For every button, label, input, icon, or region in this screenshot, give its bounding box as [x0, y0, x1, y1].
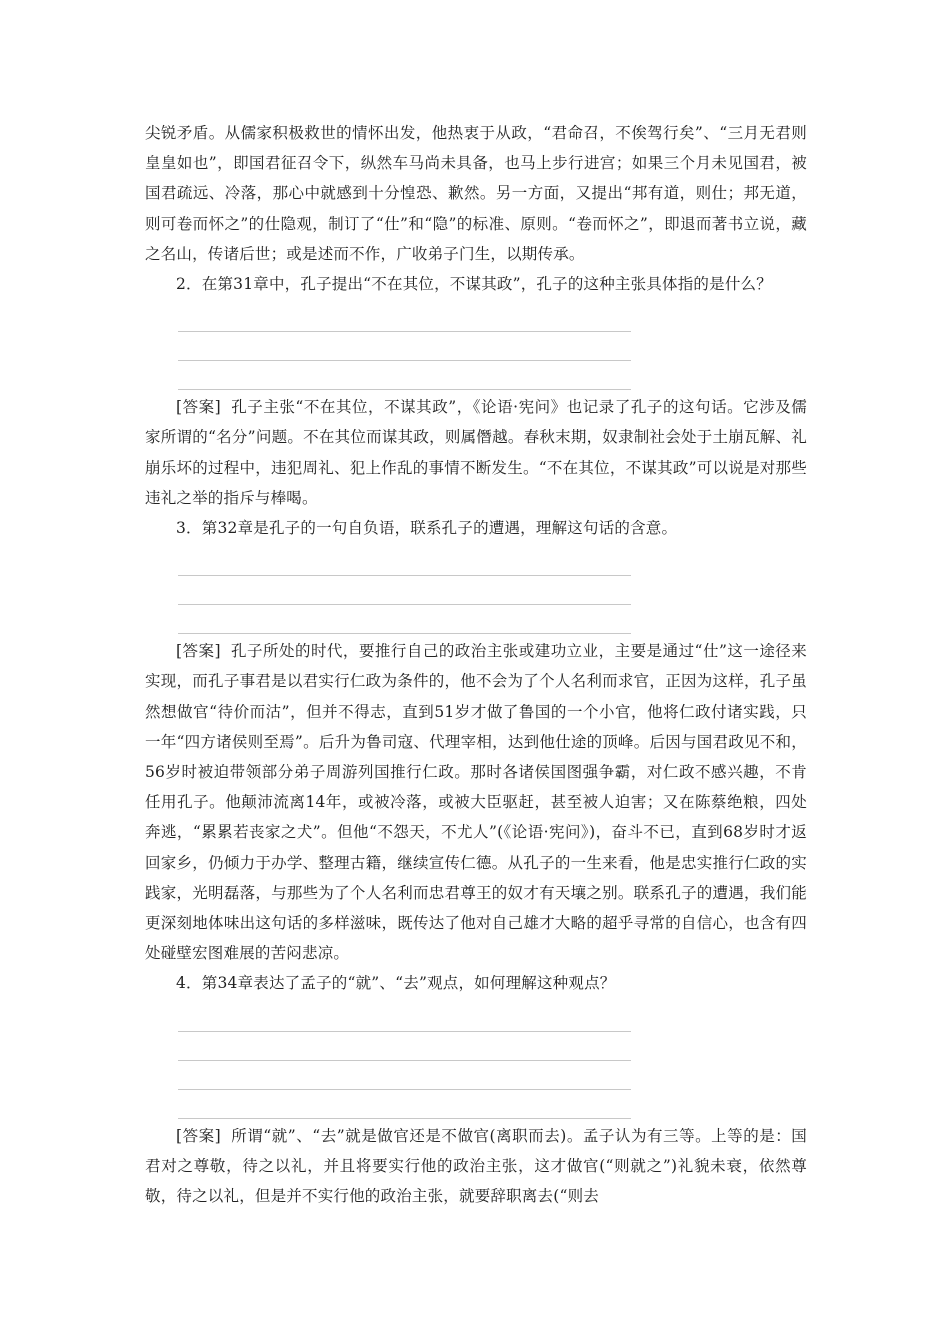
answer-lines-4 — [178, 1003, 807, 1119]
answer-label: [答案] — [176, 642, 221, 661]
answer-blank-line[interactable] — [178, 303, 631, 332]
intro-paragraph: 尖锐矛盾。从儒家积极救世的情怀出发，他热衷于从政，“君命召，不俟驾行矣”、“三月无君则皇皇如也”，即国君征召令下，纵然车马尚未具备，也马上步行进宫；如果三个月未见国君，被国君疏远、冷落，那心中就感到十分惶恐、歉然。另一方面，又提出“邦有道，则仕；邦无道，则可卷而怀之”的仕隐观，制订了“仕”和“隐”的标准、原则。“卷而怀之”，即退而著书立说，藏之名山，传诸后世；或是述而不作，广收弟子门生，以期传承。 — [145, 124, 807, 263]
document-body — [145, 118, 807, 1211]
answer-label: [答案] — [176, 398, 221, 417]
answer-4 — [145, 1121, 807, 1212]
answer-2-text: 孔子主张“不在其位，不谋其政”，《论语·宪问》也记录了孔子的这句话。它涉及儒家所谓的“名分”问题。不在其位而谋其政，则属僭越。春秋末期，奴隶制社会处于土崩瓦解、礼崩乐坏的过程中，违犯周礼、犯上作乱的事情不断发生。“不在其位，不谋其政”可以说是对那些违礼之举的指斥与棒喝。 — [145, 398, 807, 507]
answer-4-text: 所谓“就”、“去”就是做官还是不做官(离职而去)。孟子认为有三等。上等的是：国君对之尊敬，待之以礼，并且将要实行他的政治主张，这才做官(“则就之”)礼貌未衰，依然尊敬，待之以礼，但是并不实行他的政治主张，就要辞职离去(“则去 — [145, 1126, 807, 1206]
answer-2 — [145, 392, 807, 513]
answer-blank-line[interactable] — [178, 605, 631, 634]
answer-blank-line[interactable] — [178, 547, 631, 576]
answer-lines-2 — [178, 303, 807, 390]
answer-blank-line[interactable] — [178, 1032, 631, 1061]
answer-3-text: 孔子所处的时代，要推行自己的政治主张或建功立业，主要是通过“仕”这一途径来实现，而孔子事君是以君实行仁政为条件的，他不会为了个人名利而求官，正因为这样，孔子虽然想做官“待价而沽”，但并不得志，直到51岁才做了鲁国的一个小官，他将仁政付诸实践，只一年“四方诸侯则至焉”。后升为鲁司寇、代理宰相，达到他仕途的顶峰。后因与国君政见不和，56岁时被迫带领部分弟子周游列国推行仁政。那时各诸侯国图强争霸，对仁政不感兴趣，不肯任用孔子。他颠沛流离14年，或被冷落，或被大臣驱赶，甚至被人迫害；又在陈蔡绝粮，四处奔逃，“累累若丧家之犬”。但他“不怨天，不尤人”(《论语·宪问》)，奋斗不已，直到68岁时才返回家乡，仍倾力于办学、整理古籍，继续宣传仁德。从孔子的一生来看，他是忠实推行仁政的实践家，光明磊落，与那些为了个人名利而忠君尊王的奴才有天壤之别。联系孔子的遭遇，我们能更深刻地体味出这句话的多样滋味，既传达了他对自己雄才大略的超乎寻常的自信心，也含有四处碰壁宏图难展的苦闷悲凉。 — [145, 642, 807, 963]
answer-lines-3 — [178, 547, 807, 634]
answer-blank-line[interactable] — [178, 332, 631, 361]
answer-3 — [145, 636, 807, 968]
question-3: 3．第32章是孔子的一句自负语，联系孔子的遭遇，理解这句话的含意。 — [176, 519, 678, 538]
question-2: 2．在第31章中，孔子提出“不在其位，不谋其政”，孔子的这种主张具体指的是什么？ — [176, 275, 772, 294]
answer-blank-line[interactable] — [178, 361, 631, 390]
answer-label: [答案] — [176, 1126, 221, 1145]
answer-blank-line[interactable] — [178, 576, 631, 605]
question-4: 4．第34章表达了孟子的“就”、“去”观点，如何理解这种观点？ — [176, 974, 616, 993]
answer-blank-line[interactable] — [178, 1061, 631, 1090]
answer-blank-line[interactable] — [178, 1090, 631, 1119]
answer-blank-line[interactable] — [178, 1003, 631, 1032]
